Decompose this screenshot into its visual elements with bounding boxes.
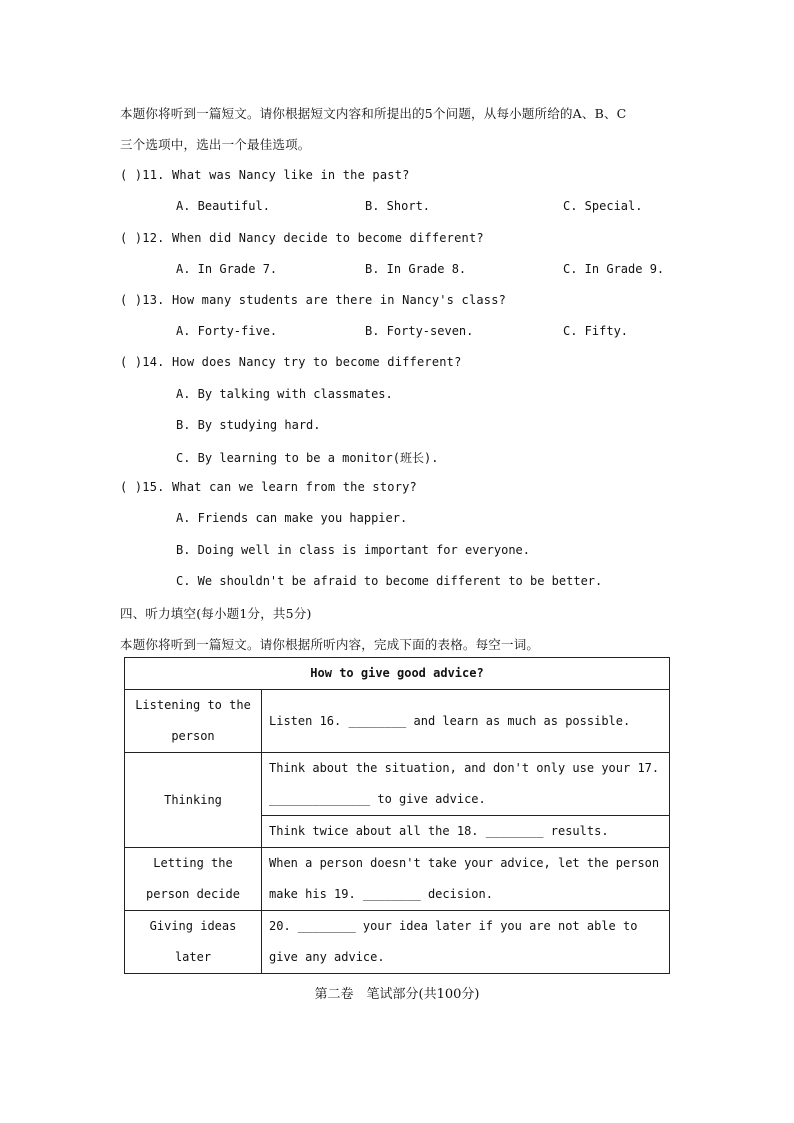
table-row	[125, 690, 670, 753]
row-content-19: When a person doesn't take your advice, let the person make his 19. ________ decision.	[262, 848, 670, 911]
question-14-stem: ( )14. How does Nancy try to become different?	[120, 355, 462, 369]
row-label-listening: Listening to the person	[125, 690, 262, 753]
section-4-instruction: 本题你将听到一篇短文。请你根据所听内容，完成下面的表格。每空一词。	[120, 637, 540, 652]
question-15-stem: ( )15. What can we learn from the story?	[120, 480, 417, 494]
part-two-heading: 第二卷 笔试部分(共100分)	[314, 987, 480, 1002]
q14-option-a[interactable]: A. By talking with classmates.	[176, 387, 393, 401]
section-4-heading: 四、听力填空(每小题1分，共5分)	[120, 606, 312, 621]
question-12-stem: ( )12. When did Nancy decide to become different?	[120, 231, 484, 245]
row-label-letting-decide: Letting the person decide	[125, 848, 262, 911]
q15-option-c[interactable]: C. We shouldn't be afraid to become different to be better.	[176, 574, 603, 588]
table-title: How to give good advice?	[125, 658, 670, 690]
row-content-16: Listen 16. ________ and learn as much as possible.	[262, 690, 670, 753]
advice-table	[124, 657, 670, 974]
q14-option-c[interactable]: C. By learning to be a monitor(班长).	[176, 451, 439, 465]
q15-option-a[interactable]: A. Friends can make you happier.	[176, 511, 408, 525]
table-row	[125, 848, 670, 911]
q13-option-b[interactable]: B. Forty-seven.	[365, 324, 474, 338]
intro-line-1: 本题你将听到一篇短文。请你根据短文内容和所提出的5个问题，从每小题所给的A、B、C	[120, 106, 627, 121]
q11-option-c[interactable]: C. Special.	[563, 199, 643, 213]
question-13-stem: ( )13. How many students are there in Nancy's class?	[120, 293, 507, 307]
row-content-17: Think about the situation, and don't only use your 17. ______________ to give advice.	[262, 753, 670, 816]
row-label-thinking: Thinking	[125, 753, 262, 848]
question-11-stem: ( )11. What was Nancy like in the past?	[120, 168, 410, 182]
table-row	[125, 911, 670, 974]
q12-option-b[interactable]: B. In Grade 8.	[365, 262, 467, 276]
q13-option-a[interactable]: A. Forty-five.	[176, 324, 278, 338]
q15-option-b[interactable]: B. Doing well in class is important for everyone.	[176, 543, 531, 557]
row-content-18: Think twice about all the 18. ________ results.	[262, 816, 670, 848]
q11-option-b[interactable]: B. Short.	[365, 199, 431, 213]
q12-option-a[interactable]: A. In Grade 7.	[176, 262, 278, 276]
table-row	[125, 753, 670, 816]
row-content-20: 20. ________ your idea later if you are not able to give any advice.	[262, 911, 670, 974]
q11-option-a[interactable]: A. Beautiful.	[176, 199, 270, 213]
q12-option-c[interactable]: C. In Grade 9.	[563, 262, 665, 276]
intro-line-2: 三个选项中，选出一个最佳选项。	[120, 137, 311, 152]
q14-option-b[interactable]: B. By studying hard.	[176, 418, 321, 432]
q13-option-c[interactable]: C. Fifty.	[563, 324, 629, 338]
row-label-giving-ideas: Giving ideas later	[125, 911, 262, 974]
